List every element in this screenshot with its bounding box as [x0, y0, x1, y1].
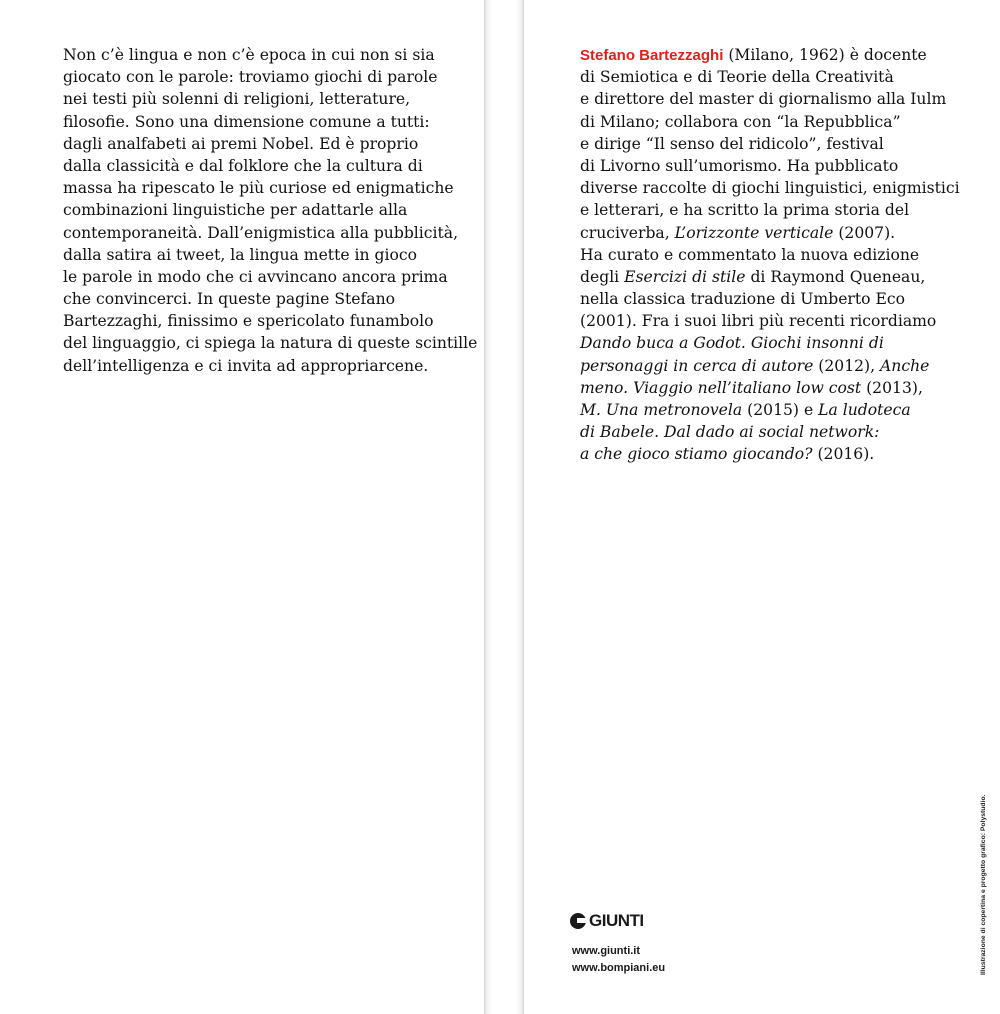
blurb-line: massa ha ripescato le più curiose ed enigmatiche — [63, 179, 454, 198]
book-title: Anche — [880, 356, 930, 375]
bio-line: cruciverba, L’orizzonte verticale (2007). — [580, 223, 896, 242]
blurb-line: Bartezzaghi, finissimo e spericolato funambolo — [63, 312, 434, 331]
blurb-line: filosofie. Sono una dimensione comune a tutti: — [63, 112, 430, 131]
book-title: meno. Viaggio nell’italiano low cost — [580, 378, 862, 397]
giunti-g-icon — [570, 913, 586, 929]
website-bompiani: www.bompiani.eu — [572, 962, 666, 974]
book-blurb — [63, 44, 477, 377]
bio-line: nella classica traduzione di Umberto Eco — [580, 290, 905, 309]
book-title: Esercizi di stile — [624, 267, 746, 286]
book-title: Dando buca a Godot. Giochi insonni di — [580, 334, 884, 353]
blurb-line: contemporaneità. Dall’enigmistica alla pubblicità, — [63, 223, 459, 242]
bio-line: (2001). Fra i suoi libri più recenti ricordiamo — [580, 312, 937, 331]
blurb-line: dell’intelligenza e ci invita ad appropriarcene. — [63, 356, 429, 375]
bio-line: di Livorno sull’umorismo. Ha pubblicato — [580, 156, 899, 175]
book-title: di Babele. Dal dado ai social network: — [580, 423, 880, 442]
blurb-line: le parole in modo che ci avvincano ancora prima — [63, 267, 448, 286]
bio-line: degli Esercizi di stile di Raymond Queneau, — [580, 267, 926, 286]
blurb-line: del linguaggio, ci spiega la natura di queste scintille — [63, 334, 478, 353]
book-title: personaggi in cerca di autore — [580, 356, 814, 375]
bio-line: Ha curato e commentato la nuova edizione — [580, 245, 920, 264]
blurb-line: dalla classicità e dal folklore che la cultura di — [63, 156, 423, 175]
bio-line: M. Una metronovela (2015) e La ludoteca — [580, 401, 911, 419]
blurb-line: che convincerci. In queste pagine Stefano — [63, 290, 396, 309]
author-bio — [580, 44, 960, 466]
blurb-line: giocato con le parole: troviamo giochi di parole — [63, 68, 438, 87]
bio-line: meno. Viaggio nell’italiano low cost (2013), — [580, 378, 923, 397]
blurb-line: combinazioni linguistiche per adattarle alla — [63, 201, 408, 220]
blurb-line: dalla satira ai tweet, la lingua mette in gioco — [63, 245, 417, 264]
blurb-line: dagli analfabeti ai premi Nobel. Ed è proprio — [63, 134, 419, 153]
book-title: La ludoteca — [818, 401, 911, 419]
cover-credit: Illustrazione di copertina e progetto grafico: Polystudio. — [980, 794, 987, 975]
bio-line: personaggi in cerca di autore (2012), Anche — [580, 356, 930, 375]
blurb-line: nei testi più solenni di religioni, letterature, — [63, 90, 411, 109]
book-title: M. Una metronovela — [580, 401, 743, 419]
book-title: a che gioco stiamo giocando? — [580, 445, 813, 464]
bio-line — [580, 421, 960, 443]
bio-line: diverse raccolte di giochi linguistici, enigmistici — [580, 179, 960, 198]
book-title: L’orizzonte verticale — [674, 223, 834, 242]
bio-line: Stefano Bartezzaghi (Milano, 1962) è docente — [580, 46, 927, 64]
publisher-name: GIUNTI — [589, 911, 644, 930]
author-name: Stefano Bartezzaghi — [580, 47, 724, 64]
giunti-logo — [570, 911, 644, 931]
bio-line: e direttore del master di giornalismo alla Iulm — [580, 90, 947, 109]
bio-line: di Semiotica e di Teorie della Creatività — [580, 68, 894, 87]
bio-line — [580, 332, 960, 354]
bio-line: di Milano; collabora con “la Repubblica” — [580, 112, 901, 131]
bio-line: e letterari, e ha scritto la prima storia del — [580, 201, 910, 220]
book-gutter — [484, 0, 524, 1014]
blurb-line: Non c’è lingua e non c’è epoca in cui non si sia — [63, 46, 435, 64]
bio-line: a che gioco stiamo giocando? (2016). — [580, 445, 875, 464]
bio-line: e dirige “Il senso del ridicolo”, festival — [580, 134, 884, 153]
website-giunti: www.giunti.it — [572, 945, 641, 957]
